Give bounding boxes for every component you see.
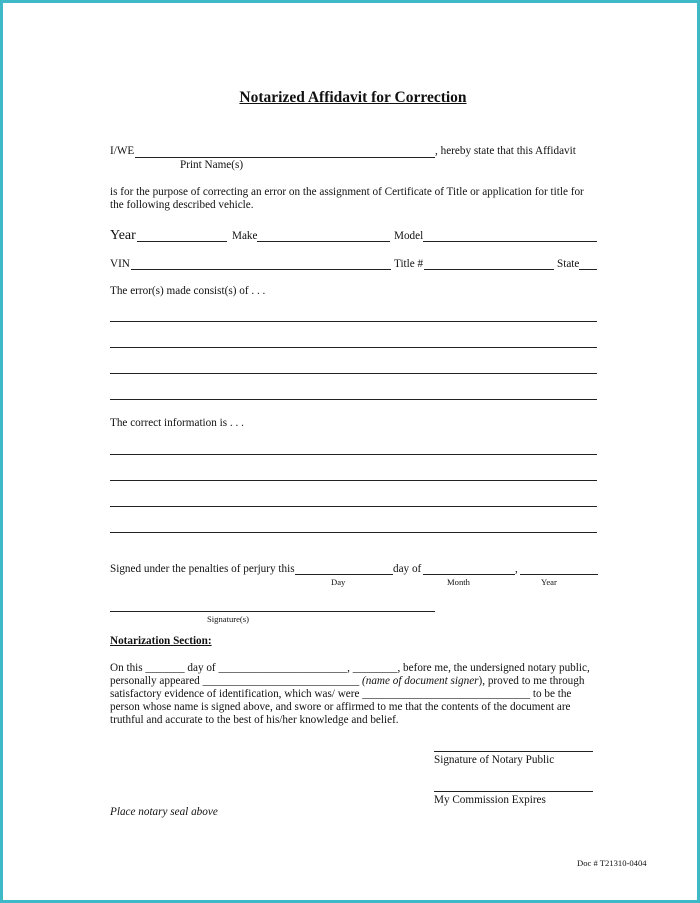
- errors-field-line-3[interactable]: [110, 373, 597, 374]
- notary-signature-label: Signature of Notary Public: [434, 754, 555, 766]
- title-number-label: Title #: [394, 258, 424, 270]
- comma-text: ,: [515, 563, 518, 575]
- iwe-label: I/WE: [110, 145, 135, 157]
- year-field[interactable]: [137, 241, 227, 242]
- signed-month-field[interactable]: [423, 574, 515, 575]
- model-field[interactable]: [423, 241, 597, 242]
- signed-day-field[interactable]: [295, 574, 393, 575]
- notary-seal-label: Place notary seal above: [110, 806, 218, 818]
- notarization-line-2: [110, 675, 584, 687]
- purpose-line-1: is for the purpose of correcting an error on the assignment of Certificate of Title or application for title for: [110, 186, 584, 198]
- purpose-line-2: the following described vehicle.: [110, 199, 254, 211]
- commission-expires-label: My Commission Expires: [434, 794, 546, 806]
- doc-number: Doc # T21310-0404: [577, 858, 647, 868]
- state-field[interactable]: [579, 269, 597, 270]
- notarization-line-2-end: ), proved to me through: [478, 675, 585, 687]
- notarization-line-2-italic: (name of document signer: [362, 675, 479, 687]
- year-caption: Year: [541, 577, 557, 587]
- correct-field-line-1[interactable]: [110, 454, 597, 455]
- errors-field-line-1[interactable]: [110, 321, 597, 322]
- errors-field-line-4[interactable]: [110, 399, 597, 400]
- correct-field-line-3[interactable]: [110, 506, 597, 507]
- day-caption: Day: [331, 577, 346, 587]
- correct-info-label: The correct information is . . .: [110, 417, 244, 429]
- title-number-field[interactable]: [424, 269, 554, 270]
- notarization-line-4: person whose name is signed above, and swore or affirmed to me that the contents of the document are: [110, 701, 571, 713]
- signature-caption: Signature(s): [207, 614, 250, 624]
- hereby-text: , hereby state that this Affidavit: [435, 145, 576, 157]
- signature-field[interactable]: [110, 611, 435, 612]
- make-field[interactable]: [257, 241, 390, 242]
- notarization-line-3: satisfactory evidence of identification, which was/ were ______________________________ to be the: [110, 688, 572, 700]
- signed-year-field[interactable]: [520, 574, 598, 575]
- make-label: Make: [232, 230, 258, 242]
- print-names-caption: Print Name(s): [180, 159, 244, 171]
- correct-field-line-4[interactable]: [110, 532, 597, 533]
- day-of-text: day of: [393, 563, 422, 575]
- print-names-field[interactable]: [135, 157, 435, 158]
- notarization-heading: Notarization Section:: [110, 635, 212, 647]
- month-caption: Month: [447, 577, 470, 587]
- document-title: Notarized Affidavit for Correction: [239, 89, 467, 106]
- notary-signature-field[interactable]: [434, 751, 593, 752]
- notarization-line-5: truthful and accurate to the best of his/her knowledge and belief.: [110, 714, 399, 726]
- model-label: Model: [394, 230, 424, 242]
- vin-field[interactable]: [131, 269, 391, 270]
- commission-expires-field[interactable]: [434, 791, 593, 792]
- notarization-line-2-start: personally appeared ____________________________: [110, 675, 362, 687]
- correct-field-line-2[interactable]: [110, 480, 597, 481]
- vin-label: VIN: [110, 258, 130, 270]
- signed-penalties-text: Signed under the penalties of perjury this: [110, 563, 295, 575]
- errors-label: The error(s) made consist(s) of . . .: [110, 285, 266, 297]
- year-label: Year: [110, 228, 136, 243]
- notarization-line-1: On this _______ day of _______________________, ________, before me, the undersigned notary public,: [110, 662, 590, 674]
- state-label: State: [557, 258, 580, 270]
- errors-field-line-2[interactable]: [110, 347, 597, 348]
